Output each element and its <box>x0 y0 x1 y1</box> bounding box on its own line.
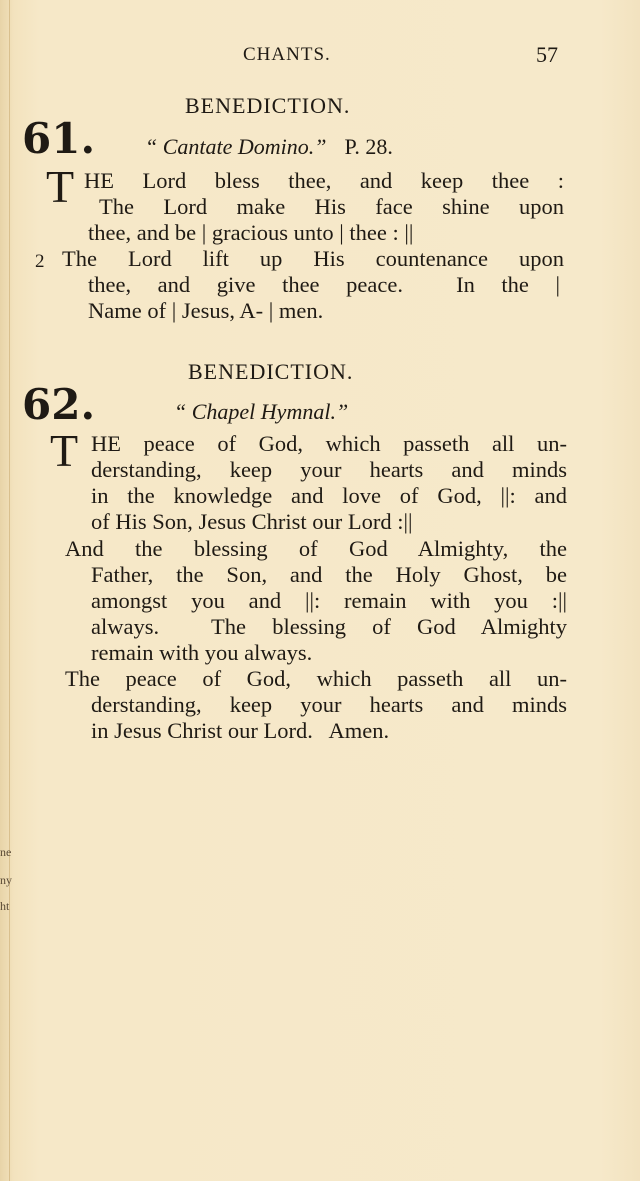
drop-cap: T <box>46 161 75 212</box>
text-line: remain with you always. <box>91 640 313 665</box>
text-line: always. The blessing of God Almighty <box>91 614 567 639</box>
bleed-through-text: ny <box>0 873 12 887</box>
page-number: 57 <box>536 42 558 67</box>
gutter-shadow <box>9 0 10 1181</box>
section-title: BENEDICTION. <box>188 359 354 384</box>
tune-title: “ Cantate Domino.” <box>145 134 327 159</box>
text-line: HE peace of God, which passeth all un- <box>91 431 567 456</box>
running-header: CHANTS. <box>243 44 331 65</box>
text-line: The Lord make His face shine upon <box>99 194 564 219</box>
verse-number: 2 <box>35 251 45 272</box>
tune-title: “ Chapel Hymnal.” <box>174 399 349 424</box>
text-line: HE Lord bless thee, and keep thee : <box>84 168 564 193</box>
tune-page-ref: P. 28. <box>344 134 393 159</box>
text-line: Name of | Jesus, A- | men. <box>88 298 324 323</box>
text-line: derstanding, keep your hearts and minds <box>91 457 567 482</box>
text-line: amongst you and ||: remain with you :|| <box>91 588 567 613</box>
section-title: BENEDICTION. <box>185 93 351 118</box>
hymn-number: 61. <box>22 114 96 163</box>
text-line: The peace of God, which passeth all un- <box>65 666 567 691</box>
text-line: thee, and give thee peace. In the | <box>88 272 560 297</box>
text-line: in the knowledge and love of God, ||: and <box>91 483 567 508</box>
tune-name <box>145 134 393 160</box>
hymn-number: 62. <box>22 380 96 429</box>
bleed-through-text: ht <box>0 899 10 913</box>
text-line: Father, the Son, and the Holy Ghost, be <box>91 562 567 587</box>
text-line: derstanding, keep your hearts and minds <box>91 692 567 717</box>
text-line: The Lord lift up His countenance upon <box>62 246 564 271</box>
text-line: thee, and be | gracious unto | thee : || <box>88 220 414 245</box>
bleed-through-text: ne <box>0 845 12 859</box>
text-line: in Jesus Christ our Lord. Amen. <box>91 718 390 743</box>
text-line: of His Son, Jesus Christ our Lord :|| <box>91 509 413 534</box>
drop-cap: T <box>50 425 79 476</box>
text-line: And the blessing of God Almighty, the <box>65 536 567 561</box>
